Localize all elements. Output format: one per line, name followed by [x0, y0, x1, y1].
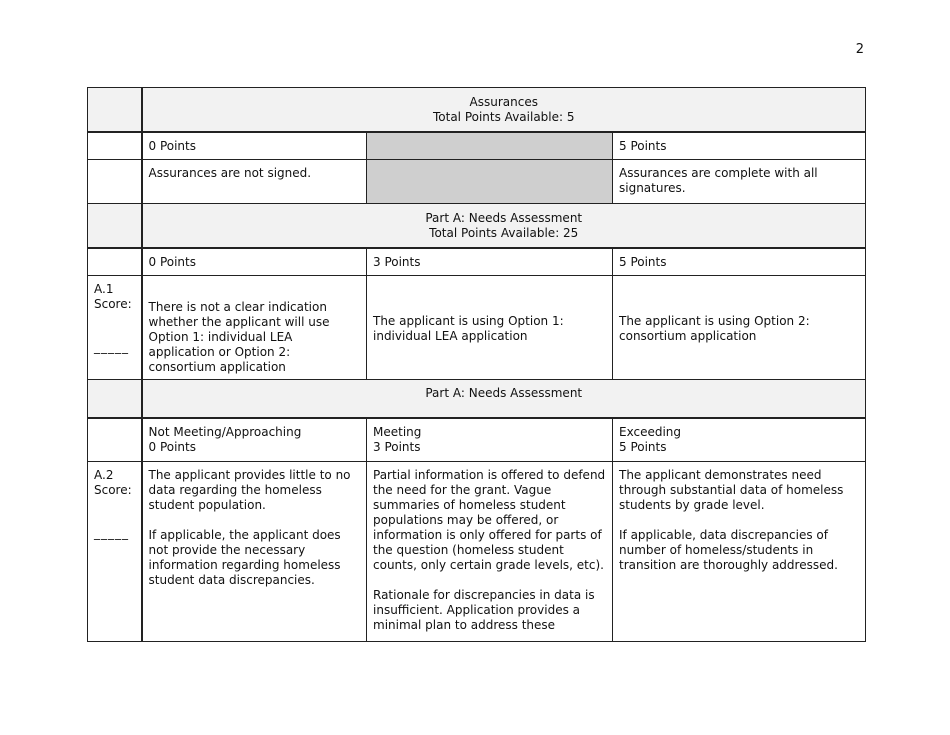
a1-criteria-3: The applicant is using Option 1: individual LEA application [367, 276, 613, 380]
row-label-cell [88, 380, 142, 418]
a1-score-blank: _____ [94, 340, 129, 354]
criteria-paragraph: If applicable, the applicant does not provide the necessary information regarding homeless student data discrepancies. [148, 528, 341, 587]
a2-score-blank: _____ [94, 526, 129, 540]
part-a-total-points: Total Points Available: 25 [429, 226, 579, 241]
row-label-cell [88, 418, 142, 462]
a2-criteria-not-meeting [142, 462, 367, 642]
level-exceeding [613, 418, 866, 462]
a1-row [88, 276, 866, 380]
a1-score-cell [88, 276, 142, 380]
criteria-paragraph: Rationale for discrepancies in data is insufficient. Application provides a minimal plan to address these [373, 588, 595, 632]
page-number: 2 [855, 42, 864, 57]
a2-score-cell [88, 462, 142, 642]
a1-criteria-0: There is not a clear indication whether the applicant will use Option 1: individual LEA application or Option 2: consortium application [142, 276, 367, 380]
a1-score-label: A.1 Score: [94, 282, 132, 311]
assurances-header [142, 88, 866, 132]
part-a-section2-header-row [88, 380, 866, 418]
assurances-title: Assurances [469, 95, 538, 110]
points-col-3: 5 Points [613, 248, 866, 276]
level-header-row [88, 418, 866, 462]
assurances-points-high: 5 Points [613, 132, 866, 160]
a2-row [88, 462, 866, 642]
criteria-paragraph: The applicant demonstrates need through substantial data of homeless students by grade level. [619, 468, 844, 512]
level-meeting [367, 418, 613, 462]
shaded-cell [367, 160, 613, 204]
assurances-header-row [88, 88, 866, 132]
a2-score-label: A.2 Score: [94, 468, 132, 497]
part-a-header-row [88, 204, 866, 248]
assurances-total-points: Total Points Available: 5 [432, 110, 575, 125]
level-points: 0 Points [148, 439, 196, 454]
level-name: Not Meeting/Approaching [148, 424, 302, 439]
criteria-paragraph: Partial information is offered to defend the need for the grant. Vague summaries of homeless student populations may be offered, or information is only offered for parts of the question (homeless student counts, only certain grade levels, etc). [373, 468, 606, 572]
part-a-header [142, 204, 866, 248]
assurances-criteria-row [88, 160, 866, 204]
points-col-2: 3 Points [367, 248, 613, 276]
level-name: Exceeding [619, 424, 682, 439]
level-points: 5 Points [619, 439, 667, 454]
assurances-points-low: 0 Points [142, 132, 367, 160]
part-a-section2-title: Part A: Needs Assessment [142, 380, 866, 418]
assurances-low-text: Assurances are not signed. [142, 160, 367, 204]
a1-criteria-5: The applicant is using Option 2: consortium application [613, 276, 866, 380]
shaded-cell [367, 132, 613, 160]
a2-criteria-meeting [367, 462, 613, 642]
part-a-title: Part A: Needs Assessment [425, 211, 583, 226]
row-label-cell [88, 248, 142, 276]
points-col-1: 0 Points [142, 248, 367, 276]
criteria-paragraph: The applicant provides little to no data regarding the homeless student population. [148, 468, 351, 512]
level-not-meeting [142, 418, 367, 462]
row-label-cell [88, 88, 142, 132]
part-a-points-row [88, 248, 866, 276]
a2-criteria-exceeding [613, 462, 866, 642]
assurances-high-text: Assurances are complete with all signatures. [613, 160, 866, 204]
row-label-cell [88, 204, 142, 248]
criteria-paragraph: If applicable, data discrepancies of number of homeless/students in transition are thoroughly addressed. [619, 528, 838, 572]
scoring-rubric-table [87, 87, 866, 642]
assurances-points-row [88, 132, 866, 160]
level-name: Meeting [373, 424, 422, 439]
row-label-cell [88, 160, 142, 204]
level-points: 3 Points [373, 439, 421, 454]
row-label-cell [88, 132, 142, 160]
